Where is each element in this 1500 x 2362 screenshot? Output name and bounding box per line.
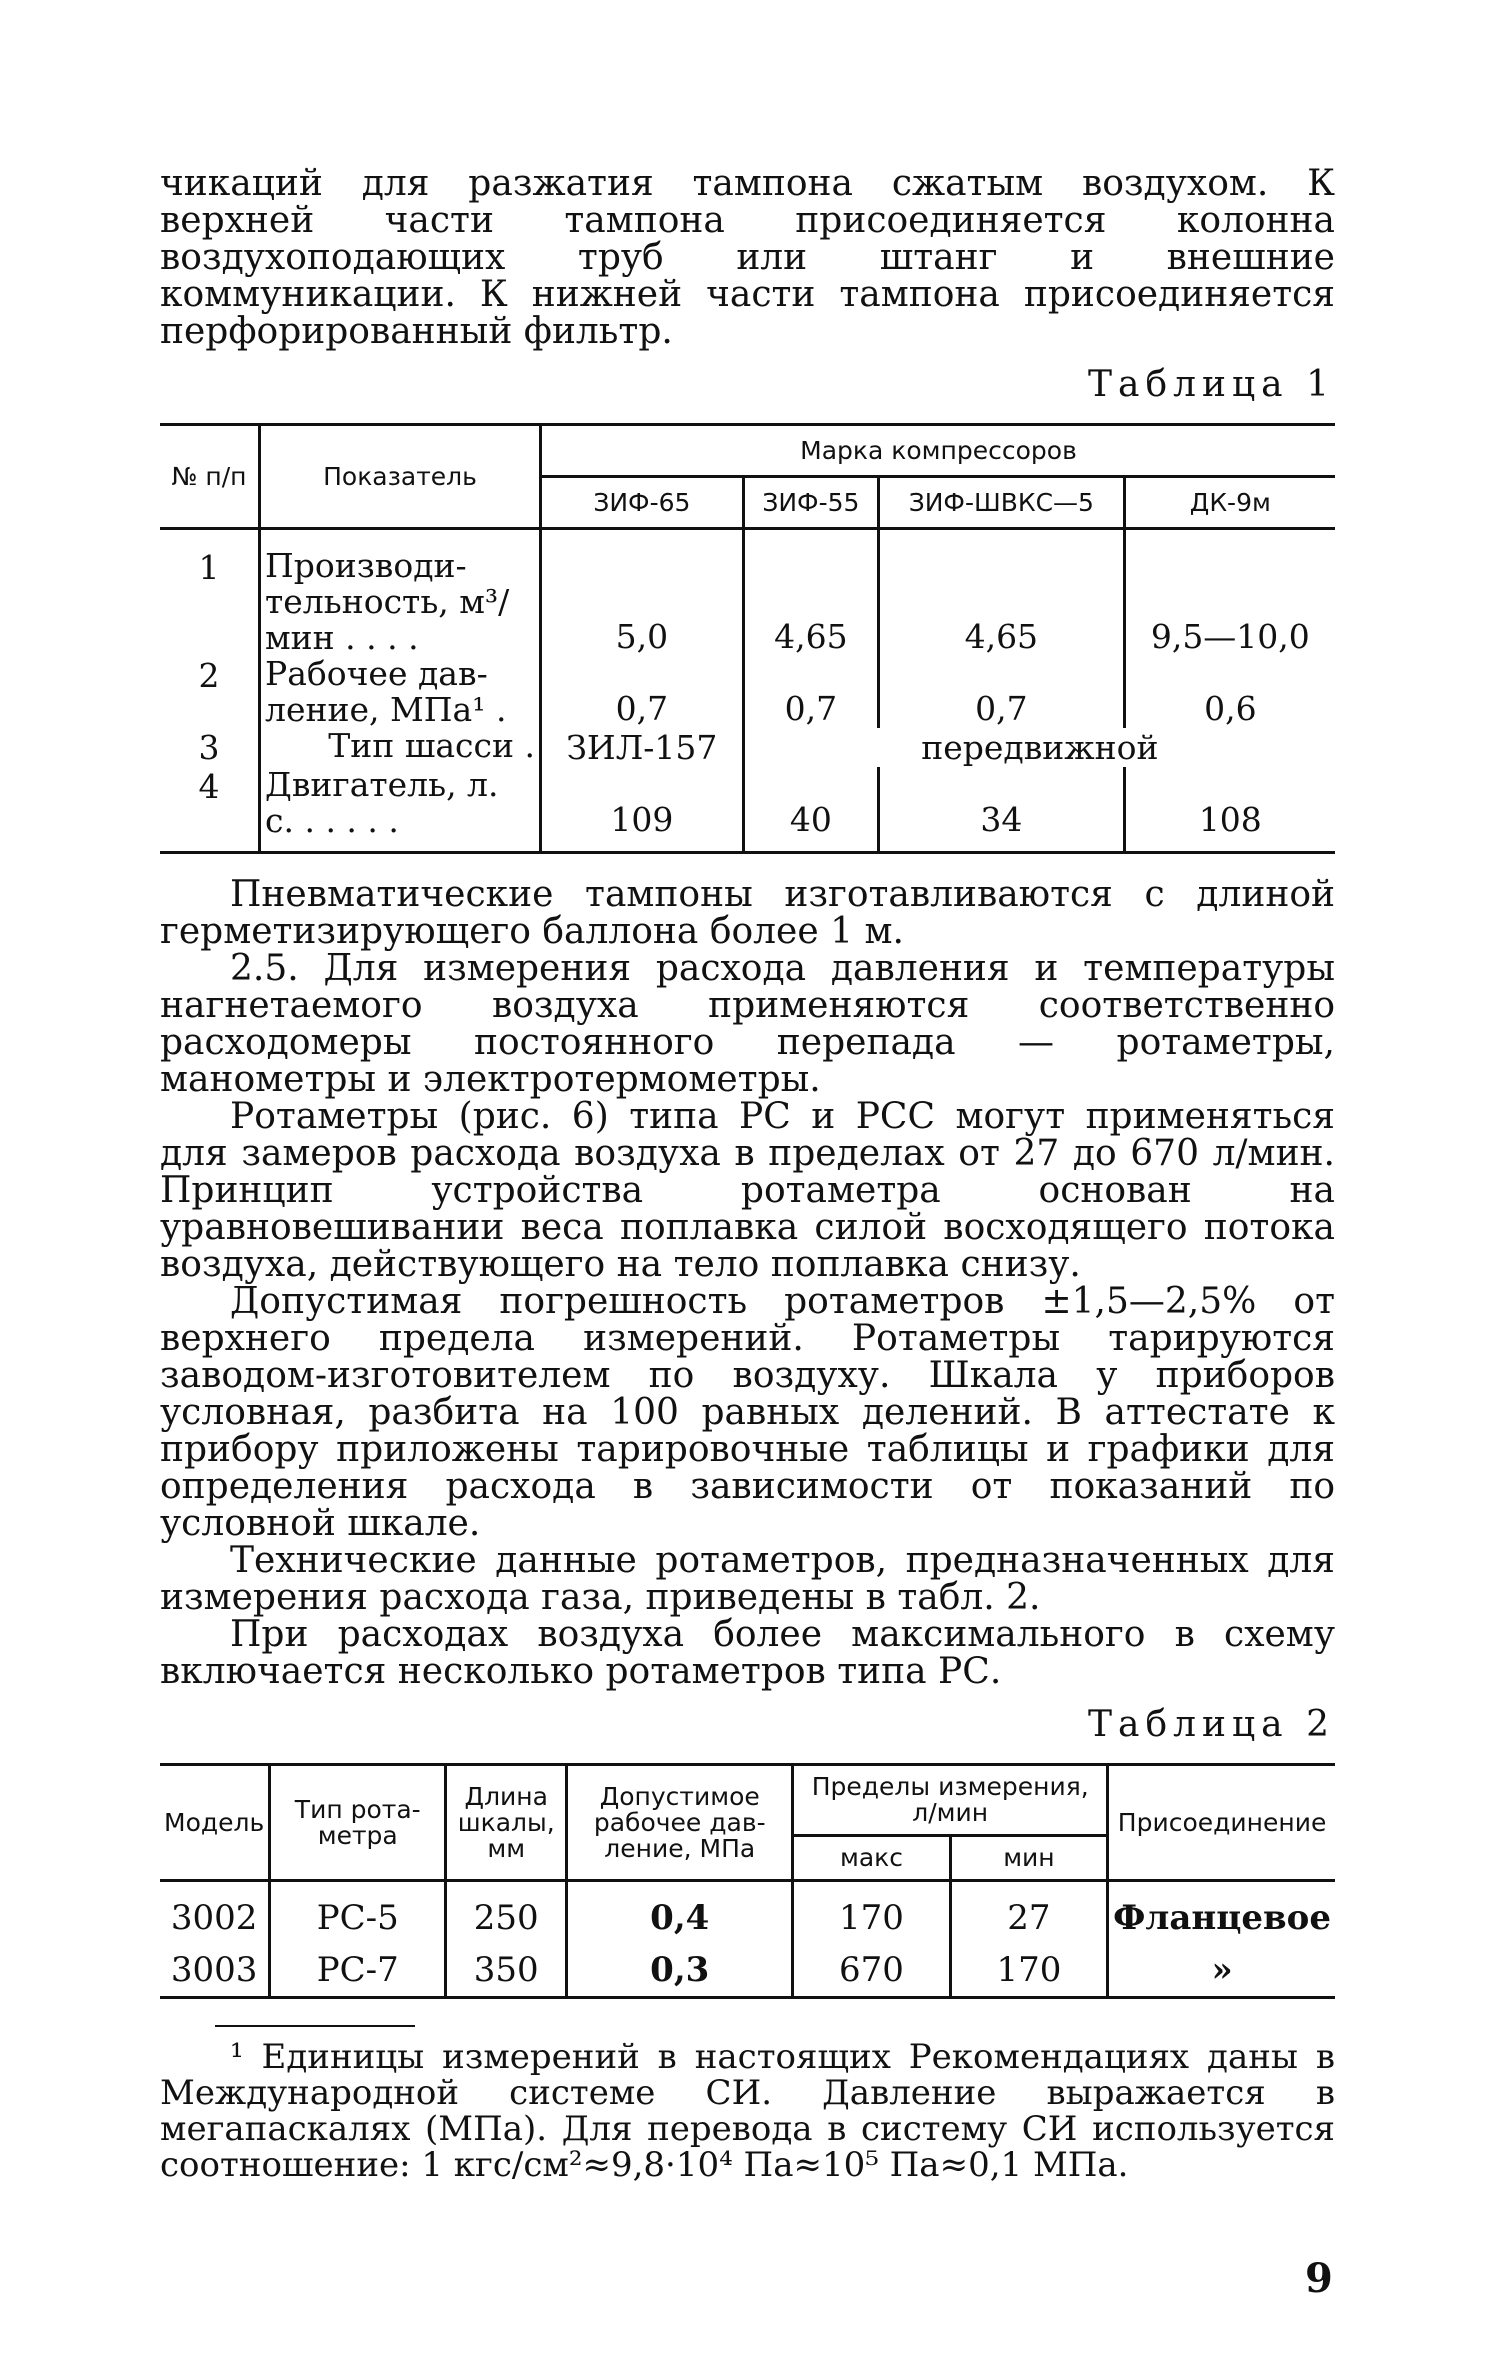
table2-col-type: Тип ротаметра — [270, 1765, 446, 1881]
table2-cell: РС-5 — [270, 1881, 446, 1945]
table2-col-limits: Пределы измерения, л/мин — [793, 1765, 1108, 1836]
table1-model-2: ЗИФ-55 — [743, 477, 878, 529]
paragraph: Технические данные ротаметров, предназначенных для измерения расхода газа, приведены в табл. 2. — [160, 1540, 1335, 1618]
table2-cell: 670 — [793, 1944, 950, 1998]
table-row — [160, 1944, 1335, 1998]
table1-cell: 108 — [1124, 767, 1335, 853]
table1-cell: 4,65 — [879, 529, 1125, 657]
table-row — [160, 529, 1335, 657]
table1-cell: 40 — [743, 767, 878, 853]
table2-col-model: Модель — [160, 1765, 270, 1881]
table2-col-connection: Присоединение — [1108, 1765, 1335, 1881]
table2-col-min: мин — [950, 1836, 1107, 1881]
table1-cell-span: передвижной — [743, 728, 1335, 767]
table1-row-label: Производительность, м³/мин . . . . — [260, 529, 541, 657]
page-number: 9 — [1305, 2255, 1333, 2302]
table1-model-3: ЗИФ-ШВКС—5 — [879, 477, 1125, 529]
paragraph: Ротаметры (рис. 6) типа РС и РСС могут применяться для замеров расхода воздуха в пределах от 27 до 670 л/мин. Принцип устройства ротаметра основан на уравновешивании веса поплавка силой восходящего потока воздуха, действующего на тело поплавка снизу. — [160, 1096, 1335, 1285]
table2-cell: 250 — [446, 1881, 567, 1945]
table2-cell: 350 — [446, 1944, 567, 1998]
table2-cell: 170 — [950, 1944, 1107, 1998]
table1-cell: 109 — [541, 767, 744, 853]
table2-cell: 27 — [950, 1881, 1107, 1945]
table2-cell: 3002 — [170, 1898, 258, 1938]
footnote-rule — [215, 2025, 415, 2027]
table2-cell: 0,4 — [567, 1881, 793, 1945]
table1-row-num: 1 — [198, 548, 220, 587]
table1-cell: 0,7 — [743, 656, 878, 728]
table1-cell: 5,0 — [541, 529, 744, 657]
table-row — [160, 656, 1335, 728]
intro-paragraph: чикаций для разжатия тампона сжатым воздухом. К верхней части тампона присоединяется колонна воздухоподающих труб или штанг и внешние коммуникации. К нижней части тампона присоединяется перфорированный фильтр. — [160, 163, 1335, 352]
table1-cell: 34 — [879, 767, 1125, 853]
table2-cell: 170 — [793, 1881, 950, 1945]
table-row — [160, 728, 1335, 767]
table2-caption: Таблица 2 — [1088, 1704, 1335, 1745]
table2-cell: » — [1108, 1944, 1335, 1998]
table1-group-header: Марка компрессоров — [541, 425, 1336, 477]
paragraph: Пневматические тампоны изготавливаются с длиной герметизирующего баллона более 1 м. — [160, 874, 1335, 952]
table1-cell: 0,6 — [1124, 656, 1335, 728]
table2 — [160, 1763, 1335, 1999]
table1-row-num: 2 — [198, 656, 220, 695]
paragraph: При расходах воздуха более максимального в схему включается несколько ротаметров типа РС. — [160, 1614, 1335, 1692]
footnote-text: ¹ Единицы измерений в настоящих Рекомендациях даны в Международной системе СИ. Давление выражается в мегапаскалях (МПа). Для перевода в систему СИ используется соотношение: 1 кгс/см²≈9,8·10⁴ Па≈10⁵ Па≈0,1 МПа. — [160, 2037, 1335, 2185]
table1-row-label: Тип шасси . — [260, 728, 541, 767]
table2-cell: РС-7 — [270, 1944, 446, 1998]
table-row — [160, 1881, 1335, 1945]
table2-cell: 3003 — [170, 1950, 258, 1990]
page-content — [160, 165, 1335, 2183]
table1-model-1: ЗИФ-65 — [541, 477, 744, 529]
table1-cell: 9,5—10,0 — [1124, 529, 1335, 657]
table2-col-length: Длина шкалы, мм — [446, 1765, 567, 1881]
paragraph: Допустимая погрешность ротаметров ±1,5—2,5% от верхнего предела измерений. Ротаметры тарируются заводом-изготовителем по воздуху. Шкала у приборов условная, разбита на 100 равных делений. В аттестате к прибору приложены тарировочные таблицы и графики для определения расхода в зависимости от показаний по условной шкале. — [160, 1281, 1335, 1544]
table1-row-label: Рабочее давление, МПа¹ . — [260, 656, 541, 728]
table1-cell: 0,7 — [541, 656, 744, 728]
table1-cell: 4,65 — [743, 529, 878, 657]
table1-col-indicator: Показатель — [260, 425, 541, 529]
table1-cell: 0,7 — [879, 656, 1125, 728]
paragraph: 2.5. Для измерения расхода давления и температуры нагнетаемого воздуха применяются соответственно расходомеры постоянного перепада — ротаметры, манометры и электротермометры. — [160, 948, 1335, 1100]
table2-cell: 0,3 — [567, 1944, 793, 1998]
footnote — [160, 2039, 1335, 2183]
table1 — [160, 423, 1335, 854]
table2-cell: Фланцевое — [1108, 1881, 1335, 1945]
table1-col-num: № п/п — [160, 425, 260, 529]
table1-caption: Таблица 1 — [1088, 364, 1335, 405]
table1-row-label: Двигатель, л. с. . . . . . — [260, 767, 541, 853]
table-row — [160, 767, 1335, 853]
table2-col-pressure: Допустимое рабочее давление, МПа — [567, 1765, 793, 1881]
table1-row-num: 4 — [198, 767, 220, 806]
table1-row-num: 3 — [198, 728, 220, 767]
table1-model-4: ДК-9м — [1124, 477, 1335, 529]
table1-cell: ЗИЛ-157 — [541, 728, 744, 767]
table2-col-max: макс — [793, 1836, 950, 1881]
